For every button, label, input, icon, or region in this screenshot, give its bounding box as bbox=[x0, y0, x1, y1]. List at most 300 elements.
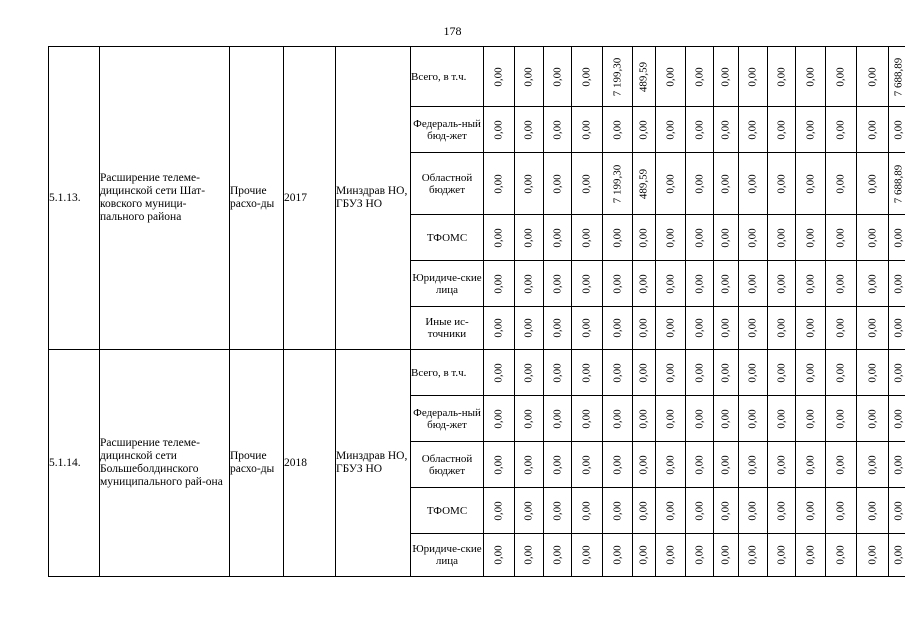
value-cell bbox=[739, 350, 768, 396]
value-text: 7 688,89 bbox=[892, 164, 904, 203]
table-body bbox=[49, 47, 905, 577]
value-cell bbox=[633, 107, 656, 153]
value-cell bbox=[656, 534, 686, 577]
value-cell bbox=[739, 107, 768, 153]
value-cell bbox=[515, 350, 544, 396]
value-cell bbox=[889, 307, 905, 350]
value-text: 0,00 bbox=[775, 545, 787, 565]
value-cell bbox=[686, 396, 714, 442]
value-cell bbox=[826, 307, 857, 350]
value-cell bbox=[572, 307, 603, 350]
value-cell bbox=[633, 534, 656, 577]
value-text: 0,00 bbox=[804, 173, 816, 194]
value-cell bbox=[572, 107, 603, 153]
value-cell bbox=[544, 488, 572, 534]
value-text: 0,00 bbox=[664, 119, 676, 140]
value-text: 0,00 bbox=[775, 273, 787, 294]
value-text: 0,00 bbox=[522, 454, 535, 475]
value-cell bbox=[603, 107, 633, 153]
value-cell bbox=[544, 47, 572, 107]
value-cell bbox=[544, 215, 572, 261]
value-text: 0,00 bbox=[719, 119, 732, 140]
value-text: 0,00 bbox=[892, 362, 904, 383]
value-cell bbox=[686, 488, 714, 534]
value-text: 0,00 bbox=[522, 173, 535, 194]
value-cell bbox=[656, 488, 686, 534]
value-cell bbox=[826, 153, 857, 215]
value-text: 0,00 bbox=[522, 66, 535, 87]
item-category: Прочие расхо-ды bbox=[230, 350, 284, 577]
value-text: 0,00 bbox=[492, 545, 505, 565]
value-cell bbox=[768, 488, 796, 534]
value-cell bbox=[633, 47, 656, 107]
value-cell bbox=[714, 153, 739, 215]
value-text: 0,00 bbox=[775, 119, 787, 140]
value-cell bbox=[572, 442, 603, 488]
value-text: 0,00 bbox=[522, 227, 535, 248]
value-cell bbox=[857, 534, 889, 577]
value-text: 489,59 bbox=[637, 168, 650, 199]
value-cell bbox=[768, 215, 796, 261]
value-text: 0,00 bbox=[719, 500, 732, 521]
value-text: 0,00 bbox=[492, 273, 505, 294]
value-text: 0,00 bbox=[693, 408, 705, 429]
value-cell bbox=[768, 261, 796, 307]
value-cell bbox=[633, 488, 656, 534]
value-text: 0,00 bbox=[522, 545, 535, 565]
value-text: 0,00 bbox=[866, 408, 878, 429]
value-text: 0,00 bbox=[775, 173, 787, 194]
value-text: 0,00 bbox=[775, 408, 787, 429]
value-cell bbox=[484, 261, 515, 307]
value-cell bbox=[768, 47, 796, 107]
value-text: 0,00 bbox=[746, 173, 759, 194]
value-text: 0,00 bbox=[775, 454, 787, 475]
value-cell bbox=[603, 215, 633, 261]
value-cell bbox=[857, 47, 889, 107]
value-cell bbox=[633, 153, 656, 215]
value-text: 0,00 bbox=[492, 454, 505, 475]
value-cell bbox=[796, 350, 826, 396]
value-cell bbox=[484, 350, 515, 396]
value-cell bbox=[857, 261, 889, 307]
value-cell bbox=[603, 261, 633, 307]
value-cell bbox=[826, 215, 857, 261]
funding-source: Областной бюджет bbox=[411, 442, 484, 488]
value-cell bbox=[544, 153, 572, 215]
value-cell bbox=[544, 534, 572, 577]
value-text: 0,00 bbox=[866, 273, 878, 294]
value-cell bbox=[484, 47, 515, 107]
value-text: 0,00 bbox=[637, 408, 650, 429]
budget-table bbox=[48, 46, 905, 577]
value-text: 0,00 bbox=[804, 227, 816, 248]
value-cell bbox=[796, 47, 826, 107]
value-text: 0,00 bbox=[551, 173, 563, 194]
value-cell bbox=[656, 153, 686, 215]
value-cell bbox=[889, 261, 905, 307]
value-text: 0,00 bbox=[804, 500, 816, 521]
value-text: 0,00 bbox=[775, 362, 787, 383]
value-cell bbox=[768, 153, 796, 215]
value-cell bbox=[515, 534, 544, 577]
value-text: 0,00 bbox=[580, 500, 593, 521]
value-cell bbox=[714, 534, 739, 577]
value-cell bbox=[714, 488, 739, 534]
value-cell bbox=[633, 350, 656, 396]
value-text: 0,00 bbox=[664, 454, 676, 475]
table-row bbox=[49, 47, 905, 107]
value-cell bbox=[633, 215, 656, 261]
value-text: 7 688,89 bbox=[892, 57, 904, 96]
value-text: 0,00 bbox=[664, 500, 676, 521]
value-cell bbox=[484, 215, 515, 261]
value-text: 0,00 bbox=[693, 173, 705, 194]
value-cell bbox=[572, 350, 603, 396]
value-cell bbox=[739, 534, 768, 577]
funding-source: Областной бюджет bbox=[411, 153, 484, 215]
value-text: 0,00 bbox=[693, 500, 705, 521]
value-cell bbox=[603, 153, 633, 215]
value-text: 0,00 bbox=[892, 273, 904, 294]
item-code: 5.1.13. bbox=[49, 47, 100, 350]
value-cell bbox=[739, 442, 768, 488]
value-cell bbox=[603, 350, 633, 396]
value-text: 0,00 bbox=[492, 119, 505, 140]
item-name: Расширение телеме-дицинской сети Шат-ковского муници-пального района bbox=[100, 47, 230, 350]
value-text: 0,00 bbox=[834, 545, 847, 565]
value-text: 0,00 bbox=[693, 318, 705, 338]
value-cell bbox=[515, 215, 544, 261]
value-text: 0,00 bbox=[866, 66, 878, 87]
value-text: 0,00 bbox=[580, 318, 593, 338]
value-text: 0,00 bbox=[804, 545, 816, 565]
value-cell bbox=[686, 350, 714, 396]
value-cell bbox=[544, 396, 572, 442]
value-text: 0,00 bbox=[892, 545, 904, 565]
value-cell bbox=[633, 261, 656, 307]
value-cell bbox=[826, 442, 857, 488]
item-executor: Минздрав НО, ГБУЗ НО bbox=[336, 350, 411, 577]
value-text: 0,00 bbox=[551, 545, 563, 565]
value-text: 0,00 bbox=[522, 273, 535, 294]
value-text: 0,00 bbox=[664, 545, 676, 565]
value-text: 0,00 bbox=[866, 454, 878, 475]
value-text: 0,00 bbox=[892, 408, 904, 429]
value-text: 0,00 bbox=[746, 66, 759, 87]
value-cell bbox=[656, 47, 686, 107]
value-cell bbox=[515, 396, 544, 442]
value-cell bbox=[572, 153, 603, 215]
value-cell bbox=[889, 442, 905, 488]
value-cell bbox=[515, 442, 544, 488]
value-cell bbox=[603, 396, 633, 442]
value-cell bbox=[739, 215, 768, 261]
value-text: 0,00 bbox=[522, 500, 535, 521]
value-text: 0,00 bbox=[775, 318, 787, 338]
value-text: 0,00 bbox=[719, 173, 732, 194]
value-text: 0,00 bbox=[664, 173, 676, 194]
value-text: 0,00 bbox=[522, 318, 535, 338]
value-cell bbox=[739, 47, 768, 107]
value-cell bbox=[739, 396, 768, 442]
value-text: 0,00 bbox=[866, 318, 878, 338]
value-text: 0,00 bbox=[492, 227, 505, 248]
value-text: 0,00 bbox=[804, 454, 816, 475]
value-text: 0,00 bbox=[746, 500, 759, 521]
value-text: 0,00 bbox=[664, 318, 676, 338]
value-text: 0,00 bbox=[892, 119, 904, 140]
value-text: 0,00 bbox=[551, 408, 563, 429]
value-cell bbox=[656, 442, 686, 488]
value-cell bbox=[739, 307, 768, 350]
value-cell bbox=[515, 107, 544, 153]
value-cell bbox=[603, 488, 633, 534]
value-text: 0,00 bbox=[580, 273, 593, 294]
value-text: 0,00 bbox=[611, 273, 623, 294]
value-cell bbox=[796, 153, 826, 215]
value-text: 0,00 bbox=[693, 119, 705, 140]
value-text: 0,00 bbox=[637, 119, 650, 140]
value-text: 0,00 bbox=[580, 66, 593, 87]
value-text: 0,00 bbox=[866, 227, 878, 248]
value-cell bbox=[714, 215, 739, 261]
value-cell bbox=[544, 261, 572, 307]
value-cell bbox=[484, 307, 515, 350]
value-cell bbox=[633, 307, 656, 350]
value-text: 0,00 bbox=[551, 500, 563, 521]
value-cell bbox=[739, 261, 768, 307]
value-text: 0,00 bbox=[492, 408, 505, 429]
value-cell bbox=[739, 488, 768, 534]
value-text: 0,00 bbox=[834, 362, 847, 383]
funding-source: Юридиче-ские лица bbox=[411, 534, 484, 577]
item-year: 2017 bbox=[284, 47, 336, 350]
value-cell bbox=[686, 215, 714, 261]
value-cell bbox=[714, 396, 739, 442]
value-cell bbox=[768, 396, 796, 442]
value-text: 0,00 bbox=[551, 273, 563, 294]
value-text: 0,00 bbox=[804, 273, 816, 294]
value-cell bbox=[515, 47, 544, 107]
value-text: 0,00 bbox=[746, 273, 759, 294]
value-cell bbox=[633, 396, 656, 442]
value-text: 0,00 bbox=[637, 273, 650, 294]
value-cell bbox=[686, 47, 714, 107]
value-cell bbox=[686, 307, 714, 350]
value-text: 0,00 bbox=[866, 173, 878, 194]
value-text: 0,00 bbox=[804, 119, 816, 140]
value-text: 0,00 bbox=[693, 273, 705, 294]
value-text: 0,00 bbox=[866, 545, 878, 565]
value-text: 0,00 bbox=[551, 119, 563, 140]
value-text: 0,00 bbox=[551, 66, 563, 87]
value-text: 0,00 bbox=[719, 545, 732, 565]
value-text: 0,00 bbox=[746, 545, 759, 565]
value-cell bbox=[572, 261, 603, 307]
value-cell bbox=[544, 307, 572, 350]
value-cell bbox=[796, 215, 826, 261]
value-cell bbox=[768, 350, 796, 396]
value-cell bbox=[739, 153, 768, 215]
value-cell bbox=[656, 261, 686, 307]
funding-source: Федераль-ный бюд-жет bbox=[411, 107, 484, 153]
value-cell bbox=[826, 261, 857, 307]
value-text: 0,00 bbox=[664, 362, 676, 383]
value-text: 0,00 bbox=[522, 362, 535, 383]
value-text: 0,00 bbox=[834, 66, 847, 87]
value-text: 0,00 bbox=[664, 66, 676, 87]
value-text: 0,00 bbox=[693, 362, 705, 383]
value-text: 0,00 bbox=[551, 318, 563, 338]
value-text: 0,00 bbox=[892, 454, 904, 475]
value-cell bbox=[656, 350, 686, 396]
value-text: 0,00 bbox=[719, 273, 732, 294]
value-cell bbox=[826, 47, 857, 107]
value-text: 0,00 bbox=[492, 362, 505, 383]
value-cell bbox=[796, 488, 826, 534]
value-text: 0,00 bbox=[580, 408, 593, 429]
value-cell bbox=[714, 442, 739, 488]
value-cell bbox=[714, 47, 739, 107]
value-text: 0,00 bbox=[611, 227, 623, 248]
value-text: 0,00 bbox=[746, 318, 759, 338]
value-text: 0,00 bbox=[719, 318, 732, 338]
value-cell bbox=[714, 307, 739, 350]
value-cell bbox=[889, 153, 905, 215]
value-cell bbox=[857, 107, 889, 153]
value-cell bbox=[826, 350, 857, 396]
value-text: 0,00 bbox=[580, 227, 593, 248]
value-cell bbox=[889, 107, 905, 153]
value-text: 0,00 bbox=[834, 173, 847, 194]
value-cell bbox=[686, 534, 714, 577]
value-cell bbox=[796, 442, 826, 488]
value-cell bbox=[889, 534, 905, 577]
value-cell bbox=[686, 153, 714, 215]
item-year: 2018 bbox=[284, 350, 336, 577]
value-cell bbox=[857, 442, 889, 488]
value-text: 0,00 bbox=[834, 273, 847, 294]
value-text: 0,00 bbox=[804, 66, 816, 87]
value-cell bbox=[889, 396, 905, 442]
value-cell bbox=[796, 261, 826, 307]
value-cell bbox=[796, 107, 826, 153]
value-text: 0,00 bbox=[611, 545, 623, 565]
value-cell bbox=[889, 215, 905, 261]
value-text: 0,00 bbox=[746, 454, 759, 475]
value-cell bbox=[515, 488, 544, 534]
value-text: 0,00 bbox=[611, 119, 623, 140]
value-text: 0,00 bbox=[580, 454, 593, 475]
value-text: 0,00 bbox=[637, 454, 650, 475]
value-text: 0,00 bbox=[892, 318, 904, 338]
funding-source: ТФОМС bbox=[411, 488, 484, 534]
value-text: 0,00 bbox=[746, 227, 759, 248]
value-text: 0,00 bbox=[719, 408, 732, 429]
value-cell bbox=[714, 107, 739, 153]
value-cell bbox=[826, 107, 857, 153]
value-text: 0,00 bbox=[492, 318, 505, 338]
value-cell bbox=[857, 350, 889, 396]
value-cell bbox=[796, 396, 826, 442]
value-text: 0,00 bbox=[522, 408, 535, 429]
value-cell bbox=[826, 396, 857, 442]
value-text: 0,00 bbox=[892, 500, 904, 521]
value-cell bbox=[603, 534, 633, 577]
value-text: 0,00 bbox=[866, 119, 878, 140]
value-text: 0,00 bbox=[492, 173, 505, 194]
value-text: 0,00 bbox=[664, 227, 676, 248]
page-number: 178 bbox=[443, 24, 462, 38]
value-cell bbox=[572, 47, 603, 107]
value-cell bbox=[857, 307, 889, 350]
value-text: 0,00 bbox=[580, 362, 593, 383]
value-cell bbox=[889, 47, 905, 107]
value-cell bbox=[796, 307, 826, 350]
value-text: 0,00 bbox=[693, 545, 705, 565]
value-text: 0,00 bbox=[611, 454, 623, 475]
item-category: Прочие расхо-ды bbox=[230, 47, 284, 350]
value-text: 0,00 bbox=[664, 273, 676, 294]
value-text: 0,00 bbox=[775, 227, 787, 248]
value-cell bbox=[544, 350, 572, 396]
value-text: 0,00 bbox=[580, 119, 593, 140]
value-cell bbox=[857, 153, 889, 215]
value-text: 0,00 bbox=[775, 66, 787, 87]
value-text: 0,00 bbox=[834, 500, 847, 521]
value-text: 0,00 bbox=[834, 408, 847, 429]
value-text: 0,00 bbox=[719, 227, 732, 248]
value-text: 0,00 bbox=[637, 362, 650, 383]
value-text: 0,00 bbox=[492, 66, 505, 87]
value-cell bbox=[515, 307, 544, 350]
funding-source: ТФОМС bbox=[411, 215, 484, 261]
value-text: 0,00 bbox=[719, 362, 732, 383]
value-text: 0,00 bbox=[664, 408, 676, 429]
value-cell bbox=[656, 215, 686, 261]
value-cell bbox=[857, 488, 889, 534]
value-cell bbox=[484, 153, 515, 215]
value-text: 0,00 bbox=[611, 362, 623, 383]
value-text: 0,00 bbox=[866, 362, 878, 383]
funding-source: Федераль-ный бюд-жет bbox=[411, 396, 484, 442]
value-cell bbox=[484, 442, 515, 488]
value-text: 0,00 bbox=[693, 227, 705, 248]
value-cell bbox=[768, 442, 796, 488]
value-text: 0,00 bbox=[746, 408, 759, 429]
value-text: 0,00 bbox=[804, 318, 816, 338]
item-executor: Минздрав НО, ГБУЗ НО bbox=[336, 47, 411, 350]
funding-source: Всего, в т.ч. bbox=[411, 350, 484, 396]
value-text: 0,00 bbox=[892, 227, 904, 248]
funding-source: Всего, в т.ч. bbox=[411, 47, 484, 107]
value-text: 0,00 bbox=[551, 227, 563, 248]
value-cell bbox=[656, 307, 686, 350]
value-cell bbox=[714, 350, 739, 396]
value-text: 0,00 bbox=[551, 454, 563, 475]
value-cell bbox=[572, 488, 603, 534]
value-cell bbox=[603, 47, 633, 107]
value-text: 0,00 bbox=[719, 454, 732, 475]
item-code: 5.1.14. bbox=[49, 350, 100, 577]
value-cell bbox=[572, 396, 603, 442]
value-cell bbox=[768, 107, 796, 153]
value-cell bbox=[515, 153, 544, 215]
value-text: 0,00 bbox=[746, 362, 759, 383]
value-text: 0,00 bbox=[746, 119, 759, 140]
value-cell bbox=[826, 488, 857, 534]
